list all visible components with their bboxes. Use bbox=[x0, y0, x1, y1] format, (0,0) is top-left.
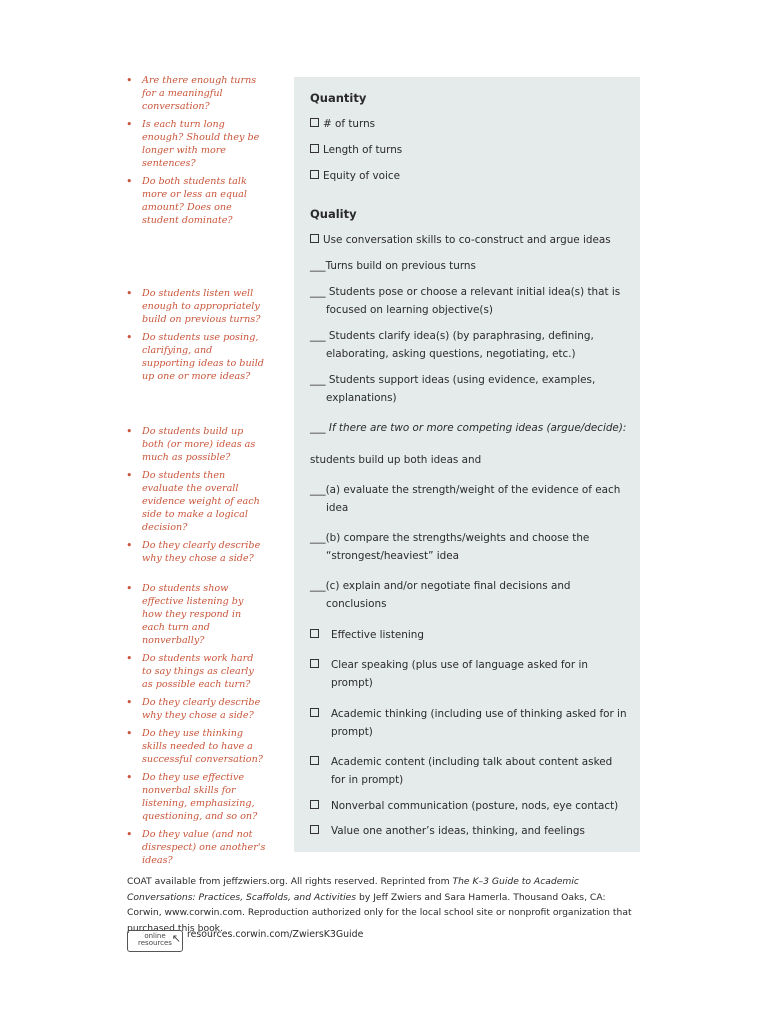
check-turns[interactable]: # of turns bbox=[310, 115, 630, 133]
question-item: • Do students show effective listening by how they respond in each turn and nonverbally? bbox=[126, 582, 266, 647]
question-item: • Do students work hard to say things as clearly as possible each turn? bbox=[126, 652, 266, 691]
question-item: • Are there enough turns for a meaningful conversation? bbox=[126, 74, 266, 113]
check-thinking[interactable]: Academic thinking (including use of thinking asked for in prompt) bbox=[310, 705, 630, 741]
checkbox-icon[interactable] bbox=[310, 170, 319, 179]
checkbox-icon[interactable] bbox=[310, 659, 319, 668]
check-equity[interactable]: Equity of voice bbox=[310, 167, 630, 185]
question-group-build bbox=[126, 287, 266, 388]
checkbox-icon[interactable] bbox=[310, 629, 319, 638]
question-item: • Do they use thinking skills needed to have a successful conversation? bbox=[126, 727, 266, 766]
question-item: • Do they clearly describe why they chose a side? bbox=[126, 696, 266, 722]
item-pose: ___ Students pose or choose a relevant initial idea(s) that is focused on learning objective(s) bbox=[310, 286, 621, 316]
item-support: ___ Students support ideas (using evidence, examples, explanations) bbox=[310, 374, 596, 404]
checkbox-icon[interactable] bbox=[310, 825, 319, 834]
question-group-skills bbox=[126, 582, 266, 872]
question-item: • Do they value (and not disrespect) one another's ideas? bbox=[126, 828, 266, 867]
question-item: • Do students build up both (or more) ideas as much as possible? bbox=[126, 425, 266, 464]
question-item: • Do students then evaluate the overall evidence weight of each side to make a logical decision? bbox=[126, 469, 266, 534]
resources-link[interactable]: resources.corwin.com/ZwiersK3Guide bbox=[187, 929, 364, 940]
question-item: • Do students listen well enough to appropriately build on previous turns? bbox=[126, 287, 266, 326]
item-compare: ___(b) compare the strengths/weights and choose the “strongest/heaviest” idea bbox=[310, 532, 590, 562]
question-item: • Do they clearly describe why they chose a side? bbox=[126, 539, 266, 565]
checkbox-icon[interactable] bbox=[310, 234, 319, 243]
checklist-panel bbox=[294, 77, 640, 852]
question-item: • Do both students talk more or less an equal amount? Does one student dominate? bbox=[126, 175, 266, 227]
checkbox-icon[interactable] bbox=[310, 118, 319, 127]
check-length[interactable]: Length of turns bbox=[310, 141, 630, 159]
check-value[interactable]: Value one another’s ideas, thinking, and feelings bbox=[310, 822, 630, 840]
check-listening[interactable]: Effective listening bbox=[310, 626, 630, 644]
online-resources-logo: online resources ↖ bbox=[127, 930, 183, 952]
checkbox-icon[interactable] bbox=[310, 144, 319, 153]
checkbox-icon[interactable] bbox=[310, 708, 319, 717]
checkbox-icon[interactable] bbox=[310, 800, 319, 809]
item-clarify: ___ Students clarify idea(s) (by paraphrasing, defining, elaborating, asking questions, negotiating, etc.) bbox=[310, 330, 594, 360]
question-item: • Do students use posing, clarifying, and supporting ideas to build up one or more ideas? bbox=[126, 331, 266, 383]
checkbox-icon[interactable] bbox=[310, 756, 319, 765]
item-competing: ___ If there are two or more competing ideas (argue/decide): bbox=[310, 422, 627, 434]
question-group-quantity bbox=[126, 74, 266, 232]
cursor-icon: ↖ bbox=[171, 932, 181, 945]
check-skills[interactable]: Use conversation skills to co-construct and argue ideas bbox=[310, 231, 630, 249]
quantity-heading: Quantity bbox=[310, 91, 367, 105]
item-explain: ___(c) explain and/or negotiate final decisions and conclusions bbox=[310, 580, 571, 610]
quality-heading: Quality bbox=[310, 207, 357, 221]
item-both: students build up both ideas and bbox=[310, 454, 482, 466]
question-group-argue bbox=[126, 425, 266, 570]
footer-credit: COAT available from jeffzwiers.org. All rights reserved. Reprinted from The K–3 Guide to Academic Conversations: Practices, Scaffolds, and Activities by Jeff Zwiers and Sara Hamerla. Thousand Oaks, CA: Corwin, www.corwin.com. Reproduction authorized only for the local school site or nonprofit organization that purchased this book. bbox=[127, 876, 632, 934]
question-item: • Is each turn long enough? Should they be longer with more sentences? bbox=[126, 118, 266, 170]
question-item: • Do they use effective nonverbal skills for listening, emphasizing, questioning, and so on? bbox=[126, 771, 266, 823]
book-title: The K–3 Guide to Academic Conversations: Practices, Scaffolds, and Activities bbox=[127, 876, 579, 903]
check-nonverbal[interactable]: Nonverbal communication (posture, nods, eye contact) bbox=[310, 797, 630, 815]
item-evaluate: ___(a) evaluate the strength/weight of the evidence of each idea bbox=[310, 484, 621, 514]
check-content[interactable]: Academic content (including talk about content asked for in prompt) bbox=[310, 753, 630, 789]
check-speaking[interactable]: Clear speaking (plus use of language asked for in prompt) bbox=[310, 656, 630, 692]
item-build: ___Turns build on previous turns bbox=[310, 260, 476, 272]
